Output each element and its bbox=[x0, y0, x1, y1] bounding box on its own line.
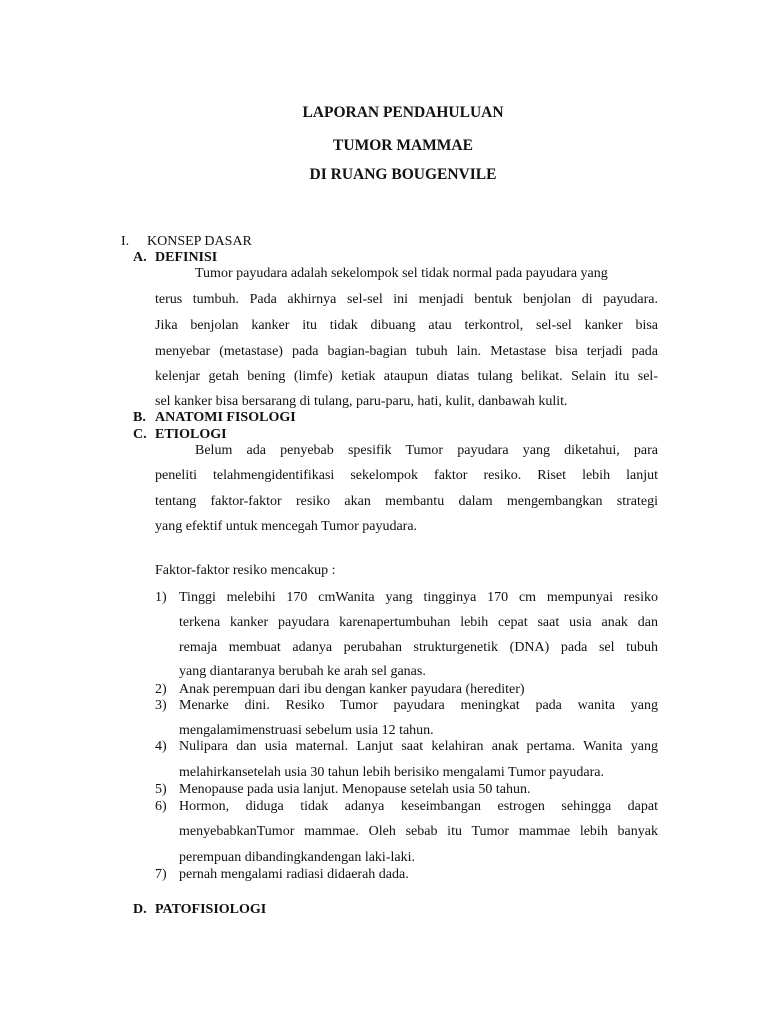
subsection-d-letter: D. bbox=[133, 902, 147, 917]
risk-factor-4-line-2: melahirkansetelah usia 30 tahun lebih berisiko mengalami Tumor payudara. bbox=[179, 765, 604, 780]
subsection-a-letter: A. bbox=[133, 250, 147, 265]
risk-factor-4-line-1: Nulipara dan usia maternal. Lanjut saat kelahiran anak pertama. Wanita yang bbox=[179, 739, 658, 754]
subsection-c-heading: ETIOLOGI bbox=[155, 427, 227, 442]
doc-title-line-2: TUMOR MAMMAE bbox=[333, 137, 473, 154]
risk-factor-2-number: 2) bbox=[155, 682, 167, 697]
risk-factor-5-line-1: Menopause pada usia lanjut. Menopause setelah usia 50 tahun. bbox=[179, 782, 531, 797]
risk-factor-1-line-2: terkena kanker payudara karenapertumbuhan lebih cepat saat usia anak dan bbox=[179, 615, 658, 630]
risk-factors-intro: Faktor-faktor resiko mencakup : bbox=[155, 563, 336, 578]
risk-factor-6-number: 6) bbox=[155, 799, 167, 814]
definisi-line-6: sel kanker bisa bersarang di tulang, paru-paru, hati, kulit, danbawah kulit. bbox=[155, 394, 568, 409]
risk-factor-7-number: 7) bbox=[155, 867, 167, 882]
etiologi-line-3: tentang faktor-faktor resiko akan membantu dalam mengembangkan strategi bbox=[155, 494, 658, 509]
doc-title-line-3: DI RUANG BOUGENVILE bbox=[309, 166, 497, 183]
subsection-b-letter: B. bbox=[133, 410, 146, 425]
subsection-c-letter: C. bbox=[133, 427, 147, 442]
risk-factor-2-line-1: Anak perempuan dari ibu dengan kanker payudara (herediter) bbox=[179, 682, 525, 697]
risk-factor-3-line-2: mengalamimenstruasi sebelum usia 12 tahun. bbox=[179, 723, 434, 738]
etiologi-line-2: peneliti telahmengidentifikasi sekelompok faktor resiko. Riset lebih lanjut bbox=[155, 468, 658, 483]
risk-factor-6-line-3: perempuan dibandingkandengan laki-laki. bbox=[179, 850, 415, 865]
definisi-line-3: Jika benjolan kanker itu tidak dibuang atau terkontrol, sel-sel kanker bisa bbox=[155, 318, 658, 333]
doc-title-line-1: LAPORAN PENDAHULUAN bbox=[302, 104, 504, 121]
risk-factor-1-line-1: Tinggi melebihi 170 cmWanita yang tingginya 170 cm mempunyai resiko bbox=[179, 590, 658, 605]
risk-factor-5-number: 5) bbox=[155, 782, 167, 797]
risk-factor-6-line-2: menyebabkanTumor mammae. Oleh sebab itu Tumor mammae lebih banyak bbox=[179, 824, 658, 839]
definisi-line-4: menyebar (metastase) pada bagian-bagian tubuh lain. Metastase bisa terjadi pada bbox=[155, 344, 658, 359]
subsection-b-heading: ANATOMI FISOLOGI bbox=[155, 410, 296, 425]
risk-factor-1-line-3: remaja membuat adanya perubahan strukturgenetik (DNA) pada sel tubuh bbox=[179, 640, 658, 655]
risk-factor-3-number: 3) bbox=[155, 698, 167, 713]
risk-factor-6-line-1: Hormon, diduga tidak adanya keseimbangan estrogen sehingga dapat bbox=[179, 799, 658, 814]
definisi-line-1: Tumor payudara adalah sekelompok sel tidak normal pada payudara yang bbox=[195, 266, 608, 281]
etiologi-line-1: Belum ada penyebab spesifik Tumor payudara yang diketahui, para bbox=[195, 443, 658, 458]
section-1-numeral: I. bbox=[121, 234, 130, 249]
definisi-line-2: terus tumbuh. Pada akhirnya sel-sel ini menjadi bentuk benjolan di payudara. bbox=[155, 292, 658, 307]
risk-factor-7-line-1: pernah mengalami radiasi didaerah dada. bbox=[179, 867, 409, 882]
risk-factor-1-number: 1) bbox=[155, 590, 167, 605]
subsection-d-heading: PATOFISIOLOGI bbox=[155, 902, 267, 917]
risk-factor-3-line-1: Menarke dini. Resiko Tumor payudara meningkat pada wanita yang bbox=[179, 698, 658, 713]
etiologi-line-4: yang efektif untuk mencegah Tumor payudara. bbox=[155, 519, 418, 534]
risk-factor-4-number: 4) bbox=[155, 739, 167, 754]
risk-factor-1-line-4: yang diantaranya berubah ke arah sel ganas. bbox=[179, 664, 426, 679]
section-1-heading: KONSEP DASAR bbox=[147, 234, 252, 249]
definisi-line-5: kelenjar getah bening (limfe) ketiak ataupun diatas tulang belikat. Selain itu sel- bbox=[155, 369, 658, 384]
subsection-a-heading: DEFINISI bbox=[155, 250, 218, 265]
